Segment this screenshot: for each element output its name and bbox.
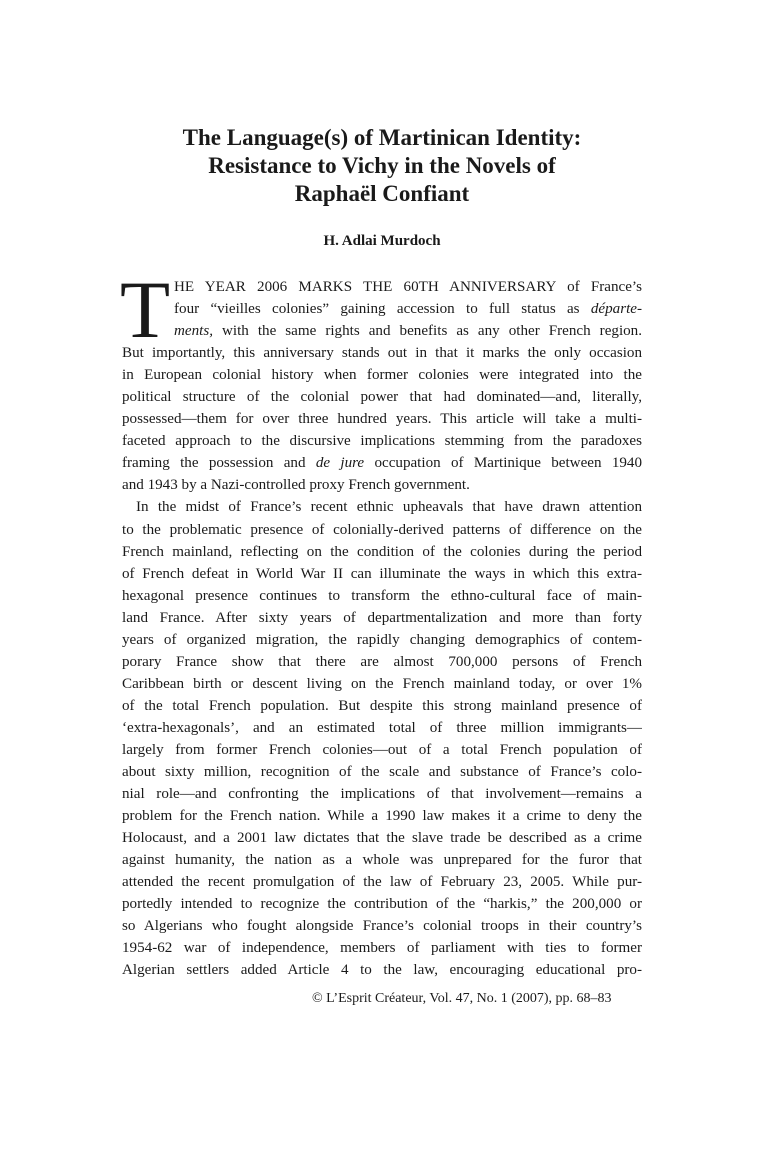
body-line: ments, with the same rights and benefits as any other French region. (174, 323, 642, 340)
body-line: of the total French population. But despite this strong mainland presence of (122, 697, 642, 714)
body-line: In the midst of France’s recent ethnic upheavals that have drawn attention (136, 499, 642, 516)
author-name: H. Adlai Murdoch (323, 233, 441, 249)
body-line: 1954-62 war of independence, members of parliament with ties to former (122, 940, 642, 957)
body-line: Caribbean birth or descent living on the French mainland today, or over 1% (122, 675, 642, 692)
article-title (122, 124, 642, 208)
body-line: But importantly, this anniversary stands out in that it marks the only occasion (122, 345, 642, 362)
body-line: against humanity, the nation as a whole was unprepared for the furor that (122, 852, 642, 869)
body-line: HE YEAR 2006 MARKS THE 60TH ANNIVERSARY of France’s (174, 279, 642, 295)
body-line: and 1943 by a Nazi-controlled proxy French government. (122, 477, 470, 494)
body-line: problem for the French nation. While a 1990 law makes it a crime to deny the (122, 808, 642, 825)
body-line: framing the possession and de jure occupation of Martinique between 1940 (122, 455, 642, 472)
body-line: years of organized migration, the rapidly changing demographics of contem- (122, 631, 642, 648)
body-line: largely from former French colonies—out of a total French population of (122, 741, 642, 758)
journal-citation: © L’Esprit Créateur, Vol. 47, No. 1 (2007), pp. 68–83 (312, 991, 612, 1006)
body-line: French mainland, reflecting on the condition of the colonies during the period (122, 543, 642, 560)
body-line: possessed—them for over three hundred years. This article will take a multi- (122, 411, 642, 428)
body-line: attended the recent promulgation of the law of February 23, 2005. While pur- (122, 874, 642, 891)
body-line: of French defeat in World War II can illuminate the ways in which this extra- (122, 565, 642, 582)
title-line: The Language(s) of Martinican Identity: (182, 125, 582, 150)
body-line: to the problematic presence of colonially-derived patterns of difference on the (122, 521, 642, 538)
article-body (120, 264, 642, 982)
drop-cap: T (120, 264, 171, 355)
title-line: Raphaël Confiant (294, 181, 470, 206)
body-line: land France. After sixty years of departmentalization and more than forty (122, 609, 642, 626)
body-line: Holocaust, and a 2001 law dictates that the slave trade be described as a crime (122, 830, 642, 847)
body-line: Algerian settlers added Article 4 to the law, encouraging educational pro- (122, 962, 642, 979)
body-line: ‘extra-hexagonals’, and an estimated total of three million immigrants— (122, 719, 642, 736)
body-line: political structure of the colonial power that had dominated—and, literally, (122, 389, 642, 406)
body-line: four “vieilles colonies” gaining accession to full status as départe- (174, 301, 642, 318)
body-line: about sixty million, recognition of the scale and substance of France’s colo- (122, 764, 642, 781)
body-line: so Algerians who fought alongside France’s colonial troops in their country’s (122, 918, 642, 935)
title-line: Resistance to Vichy in the Novels of (208, 153, 556, 178)
body-line: portedly intended to recognize the contribution of the “harkis,” the 200,000 or (122, 896, 642, 913)
body-line: hexagonal presence continues to transform the ethno-cultural face of main- (122, 587, 642, 604)
body-line: faceted approach to the discursive implications stemming from the paradoxes (122, 433, 642, 450)
body-line: porary France show that there are almost 700,000 persons of French (122, 653, 642, 670)
body-line: nial role—and confronting the implications of that involvement—remains a (122, 786, 642, 803)
body-line: in European colonial history when former colonies were integrated into the (122, 367, 642, 384)
